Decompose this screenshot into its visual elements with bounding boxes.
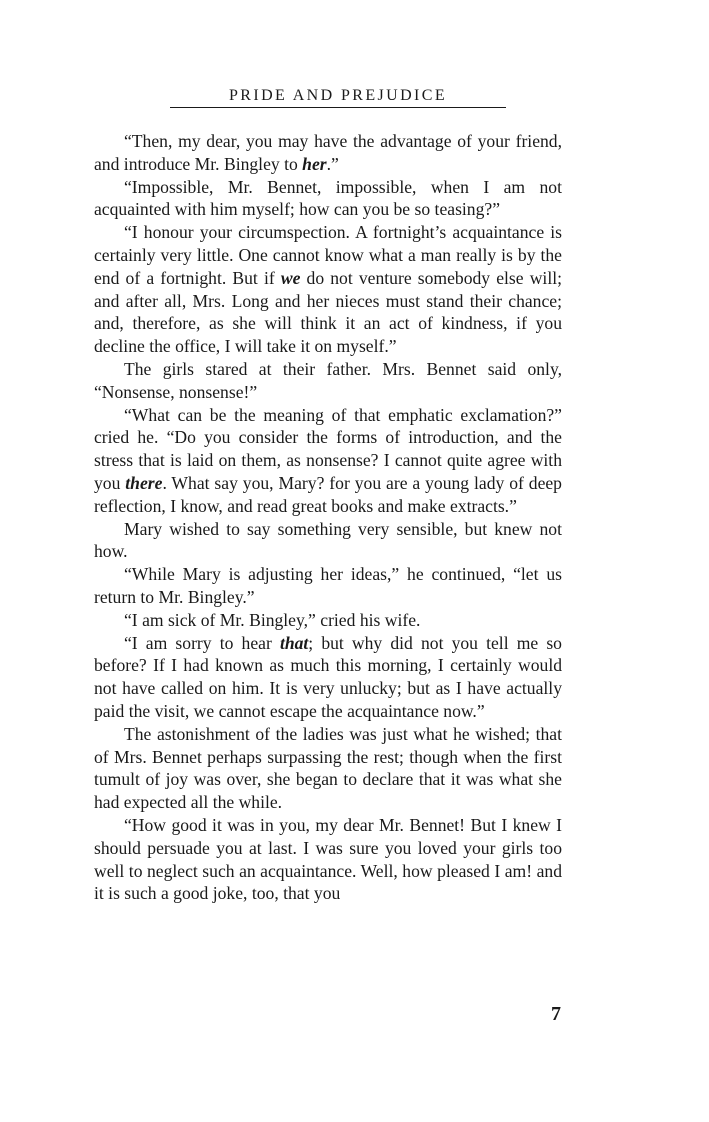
paragraph: “What can be the meaning of that emphatic exclamation?” cried he. “Do you consider the forms of introduction, and the stress that is laid on them, as nonsense? I cannot quite agree with you there. What say you, Mary? for you are a young lady of deep reflection, I know, and read great books and make extracts.”	[94, 404, 562, 516]
paragraph: “I honour your circumspection. A fortnight’s acquaintance is certainly very little. One cannot know what a man really is by the end of a fortnight. But if we do not venture somebody else will; and after all, Mrs. Long and her nieces must stand their chance; and, therefore, as she will think it an act of kindness, if you decline the office, I will take it on myself.”	[94, 222, 562, 357]
running-head: PRIDE AND PREJUDICE	[228, 87, 448, 104]
page-number: 7	[551, 1003, 561, 1025]
emphasized-word: there	[125, 472, 163, 493]
paragraph: Mary wished to say something very sensible, but knew not how.	[94, 518, 562, 562]
paragraph: The girls stared at their father. Mrs. Bennet said only, “Nonsense, nonsense!”	[94, 358, 562, 402]
paragraph: “Impossible, Mr. Bennet, impossible, when I am not acquainted with him myself; how can you be so teasing?”	[94, 176, 562, 220]
paragraph: “I am sorry to hear that; but why did not you tell me so before? If I had known as much this morning, I certainly would not have called on him. It is very unlucky; but as I have actually paid the visit, we cannot escape the acquaintance now.”	[94, 632, 562, 721]
paragraph: The astonishment of the ladies was just what he wished; that of Mrs. Bennet perhaps surpassing the rest; though when the first tumult of joy was over, she began to declare that it was what she had expected all the while.	[94, 723, 562, 813]
body-text	[94, 130, 562, 905]
emphasized-word: we	[280, 267, 301, 288]
emphasized-word: her	[302, 153, 327, 174]
paragraph: “Then, my dear, you may have the advantage of your friend, and introduce Mr. Bingley to her.”	[94, 131, 562, 174]
paragraph: “While Mary is adjusting her ideas,” he continued, “let us return to Mr. Bingley.”	[94, 564, 562, 607]
paragraph: “I am sick of Mr. Bingley,” cried his wife.	[124, 609, 421, 630]
paragraph: “How good it was in you, my dear Mr. Bennet! But I knew I should persuade you at last. I was sure you loved your girls too well to neglect such an acquaintance. Well, how pleased I am! and it is such a good joke, too, that you	[94, 814, 562, 904]
header-rule	[170, 107, 506, 108]
emphasized-word: that	[279, 632, 309, 653]
